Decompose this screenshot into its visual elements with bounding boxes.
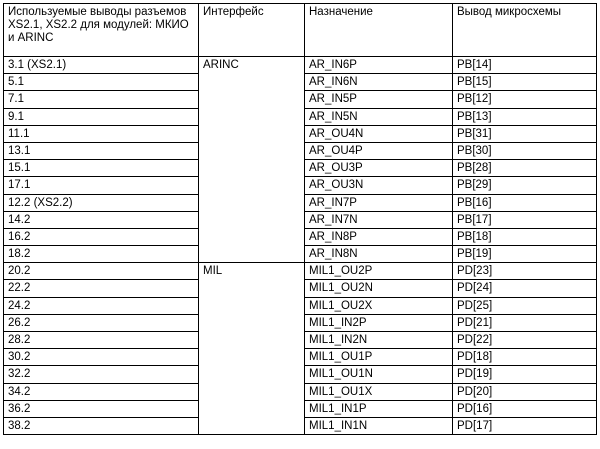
cell-pin: 13.1	[4, 142, 199, 159]
cell-pin: 30.2	[4, 349, 199, 366]
table-row	[4, 297, 597, 314]
cell-interface	[199, 280, 305, 297]
cell-pin: 7.1	[4, 91, 199, 108]
cell-purpose: AR_OU4P	[305, 142, 453, 159]
cell-chip-pin: PB[15]	[453, 74, 597, 91]
cell-pin: 22.2	[4, 280, 199, 297]
table-row	[4, 108, 597, 125]
cell-pin: 38.2	[4, 417, 199, 434]
table-row	[4, 142, 597, 159]
cell-chip-pin: PD[20]	[453, 383, 597, 400]
cell-pin: 28.2	[4, 332, 199, 349]
cell-chip-pin: PD[23]	[453, 263, 597, 280]
cell-purpose: AR_OU3N	[305, 177, 453, 194]
cell-purpose: MIL1_OU1N	[305, 366, 453, 383]
table-body	[4, 57, 597, 435]
header-chip-pin: Вывод микросхемы	[453, 4, 597, 57]
table-row	[4, 74, 597, 91]
table-row	[4, 366, 597, 383]
cell-purpose: MIL1_OU1P	[305, 349, 453, 366]
cell-interface	[199, 74, 305, 91]
header-purpose: Назначение	[305, 4, 453, 57]
cell-interface	[199, 177, 305, 194]
cell-pin: 14.2	[4, 211, 199, 228]
cell-purpose: AR_OU3P	[305, 160, 453, 177]
cell-purpose: MIL1_IN2N	[305, 332, 453, 349]
cell-chip-pin: PB[28]	[453, 160, 597, 177]
cell-pin: 34.2	[4, 383, 199, 400]
cell-pin: 12.2 (XS2.2)	[4, 194, 199, 211]
cell-chip-pin: PB[16]	[453, 194, 597, 211]
cell-purpose: AR_OU4N	[305, 125, 453, 142]
cell-interface	[199, 246, 305, 263]
cell-purpose: AR_IN6P	[305, 57, 453, 74]
table-row	[4, 160, 597, 177]
cell-chip-pin: PD[19]	[453, 366, 597, 383]
cell-interface	[199, 314, 305, 331]
cell-purpose: AR_IN8P	[305, 228, 453, 245]
table-row	[4, 349, 597, 366]
cell-chip-pin: PD[22]	[453, 332, 597, 349]
cell-purpose: AR_IN5N	[305, 108, 453, 125]
cell-chip-pin: PB[17]	[453, 211, 597, 228]
cell-pin: 26.2	[4, 314, 199, 331]
table-row	[4, 400, 597, 417]
cell-purpose: AR_IN7N	[305, 211, 453, 228]
cell-interface	[199, 297, 305, 314]
table-row	[4, 57, 597, 74]
cell-chip-pin: PD[17]	[453, 417, 597, 434]
cell-interface	[199, 332, 305, 349]
cell-purpose: MIL1_OU2N	[305, 280, 453, 297]
table-row	[4, 314, 597, 331]
cell-interface	[199, 417, 305, 434]
cell-chip-pin: PD[21]	[453, 314, 597, 331]
cell-chip-pin: PB[14]	[453, 57, 597, 74]
cell-interface	[199, 349, 305, 366]
cell-chip-pin: PB[30]	[453, 142, 597, 159]
table-row	[4, 177, 597, 194]
cell-chip-pin: PB[12]	[453, 91, 597, 108]
table-row	[4, 228, 597, 245]
cell-purpose: AR_IN8N	[305, 246, 453, 263]
cell-interface	[199, 211, 305, 228]
table-row	[4, 417, 597, 434]
cell-interface	[199, 108, 305, 125]
cell-chip-pin: PB[13]	[453, 108, 597, 125]
cell-pin: 16.2	[4, 228, 199, 245]
cell-chip-pin: PD[16]	[453, 400, 597, 417]
cell-interface	[199, 228, 305, 245]
cell-purpose: MIL1_OU2X	[305, 297, 453, 314]
cell-chip-pin: PB[29]	[453, 177, 597, 194]
cell-purpose: MIL1_OU2P	[305, 263, 453, 280]
table-row	[4, 194, 597, 211]
cell-pin: 15.1	[4, 160, 199, 177]
cell-pin: 24.2	[4, 297, 199, 314]
cell-purpose: MIL1_IN2P	[305, 314, 453, 331]
cell-chip-pin: PD[18]	[453, 349, 597, 366]
cell-pin: 5.1	[4, 74, 199, 91]
cell-interface	[199, 194, 305, 211]
cell-pin: 11.1	[4, 125, 199, 142]
cell-interface	[199, 400, 305, 417]
header-pins: Используемые выводы разъемов XS2.1, XS2.2 для модулей: МКИО и ARINC	[4, 4, 199, 57]
cell-purpose: MIL1_IN1N	[305, 417, 453, 434]
cell-interface	[199, 125, 305, 142]
table-row	[4, 280, 597, 297]
table-row	[4, 332, 597, 349]
cell-purpose: MIL1_IN1P	[305, 400, 453, 417]
cell-pin: 17.1	[4, 177, 199, 194]
cell-pin: 9.1	[4, 108, 199, 125]
cell-interface	[199, 91, 305, 108]
cell-pin: 3.1 (XS2.1)	[4, 57, 199, 74]
cell-interface	[199, 160, 305, 177]
cell-interface: ARINC	[199, 57, 305, 74]
cell-interface	[199, 142, 305, 159]
cell-chip-pin: PB[18]	[453, 228, 597, 245]
cell-chip-pin: PD[24]	[453, 280, 597, 297]
header-interface: Интерфейс	[199, 4, 305, 57]
table-header-row	[4, 4, 597, 57]
cell-pin: 32.2	[4, 366, 199, 383]
cell-purpose: AR_IN5P	[305, 91, 453, 108]
cell-purpose: AR_IN7P	[305, 194, 453, 211]
cell-pin: 18.2	[4, 246, 199, 263]
cell-chip-pin: PB[19]	[453, 246, 597, 263]
table-row	[4, 211, 597, 228]
cell-purpose: AR_IN6N	[305, 74, 453, 91]
cell-interface	[199, 383, 305, 400]
cell-pin: 36.2	[4, 400, 199, 417]
table-row	[4, 263, 597, 280]
table-row	[4, 383, 597, 400]
cell-purpose: MIL1_OU1X	[305, 383, 453, 400]
table-row	[4, 91, 597, 108]
pin-assignment-table	[3, 3, 597, 435]
table-row	[4, 125, 597, 142]
cell-pin: 20.2	[4, 263, 199, 280]
cell-interface	[199, 366, 305, 383]
cell-chip-pin: PD[25]	[453, 297, 597, 314]
cell-chip-pin: PB[31]	[453, 125, 597, 142]
table-row	[4, 246, 597, 263]
cell-interface: MIL	[199, 263, 305, 280]
